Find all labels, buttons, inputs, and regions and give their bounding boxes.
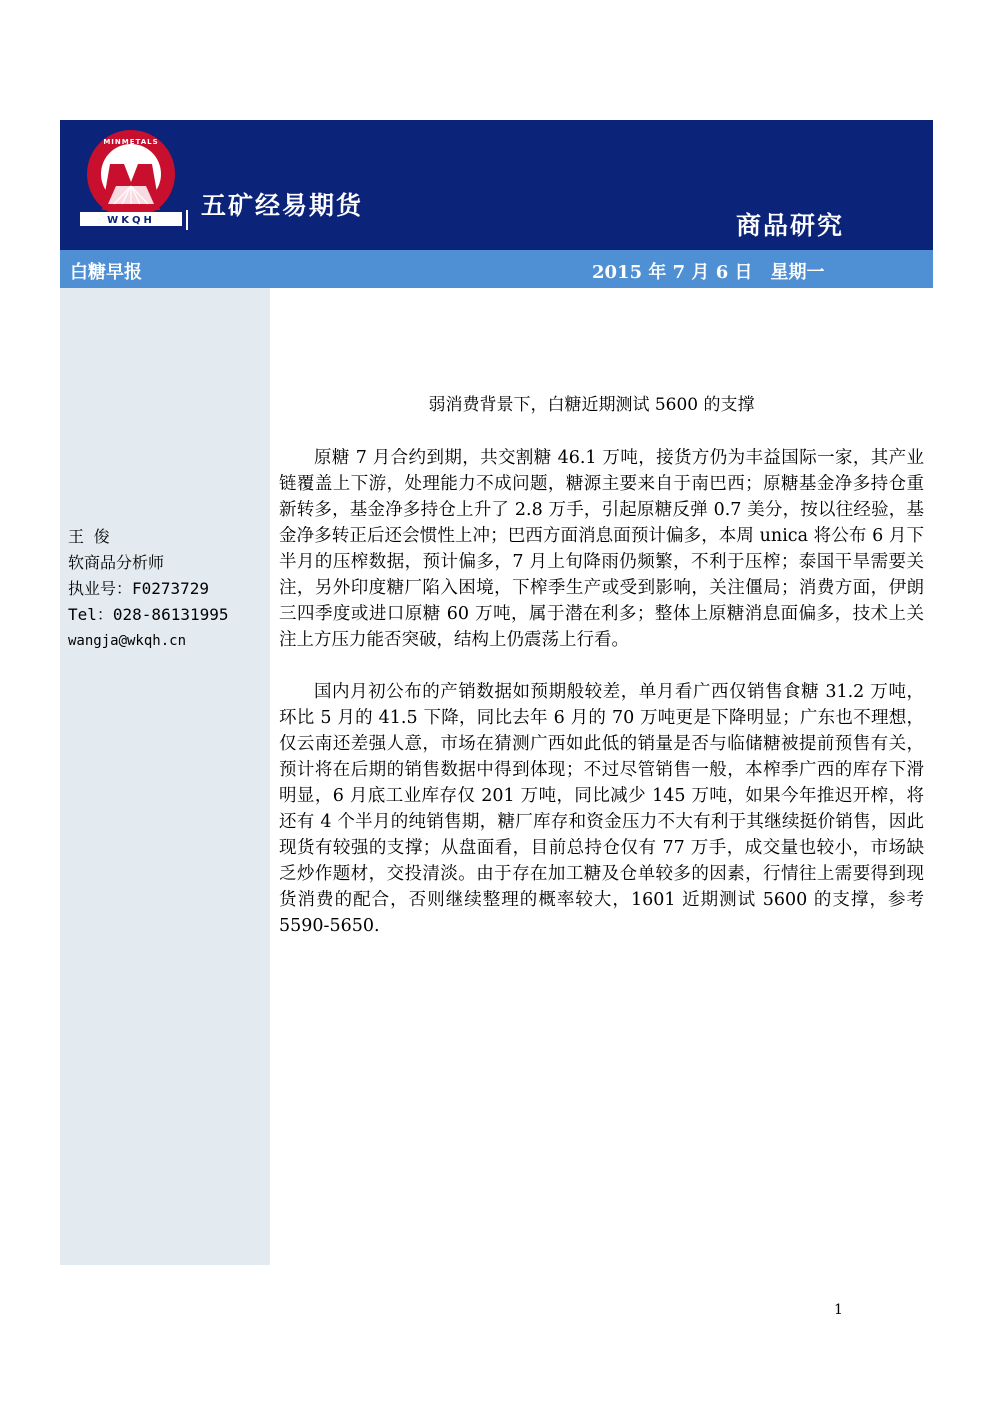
article-paragraph: 原糖 7 月合约到期，共交割糖 46.1 万吨，接货方仍为丰益国际一家，其产业链覆盖上下游，处理能力不成问题，糖源主要来自于南巴西；原糖基金净多持仓重新转多，基金净多持仓上升了 2.8 万手，引起原糖反弹 0.7 美分，按以往经验，基金净多转正后还会惯性上冲；巴西方面消息面预计偏多，本周 unica 将公布 6 月下半月的压榨数据，预计偏多，7 月上旬降雨仍频繁，不利于压榨；泰国干旱需要关注，另外印度糖厂陷入困境，下榨季生产或受到影响，关注僵局；消费方面，伊朗三四季度或进口原糖 60 万吨，属于潜在利多；整体上原糖消息面偏多，技术上关注上方压力能否突破，结构上仍震荡上行看。 [279,448,924,650]
analyst-email[interactable]: wangja@wkqh.cn [68,633,187,649]
company-name: 五矿经易期货 [201,191,364,220]
analyst-tel: Tel：028-86131995 [68,605,229,624]
analyst-license: 执业号：F0273729 [68,579,210,598]
report-date-text: 2015 年 7 月 6 日 [592,262,753,283]
article-paragraph: 国内月初公布的产销数据如预期般较差，单月看广西仅销售食糖 31.2 万吨，环比 5 月的 41.5 下降，同比去年 6 月的 70 万吨更是下降明显；广东也不理想，仅云南还差强人意，市场在猜测广西如此低的销量是否与临储糖被提前预售有关，预计将在后期的销售数据中得到体现；不过尽管销售一般，本榨季广西的库存下滑明显，6 月底工业库存仅 201 万吨，同比减少 145 万吨，如果今年推迟开榨，将还有 4 个半月的纯销售期，糖厂库存和资金压力不大有利于其继续挺价销售，因此现货有较强的支撑；从盘面看，目前总持仓仅有 77 万手，成交量也较小，市场缺乏炒作题材，交投清淡。由于存在加工糖及仓单较多的因素，行情往上需要得到现货消费的配合，否则继续整理的概率较大，1601 近期测试 5600 的支撑，参考 5590-5650. [279,682,924,936]
section-title: 商品研究 [736,211,845,240]
company-logo [80,130,182,226]
report-weekday: 星期一 [770,262,825,283]
sidebar [60,288,270,1265]
logo-divider [186,210,188,230]
article-title: 弱消费背景下，白糖近期测试 5600 的支撑 [428,395,755,415]
analyst-info [68,524,229,654]
svg-text:MINMETALS: MINMETALS [103,138,159,146]
report-date [592,258,824,284]
analyst-name: 王 俊 [68,527,110,546]
page-number: 1 [834,1302,843,1318]
article-body [279,390,924,965]
analyst-role: 软商品分析师 [68,553,165,572]
report-subbar [60,250,933,288]
svg-text:WKQH: WKQH [107,215,155,226]
report-name: 白糖早报 [70,262,142,283]
